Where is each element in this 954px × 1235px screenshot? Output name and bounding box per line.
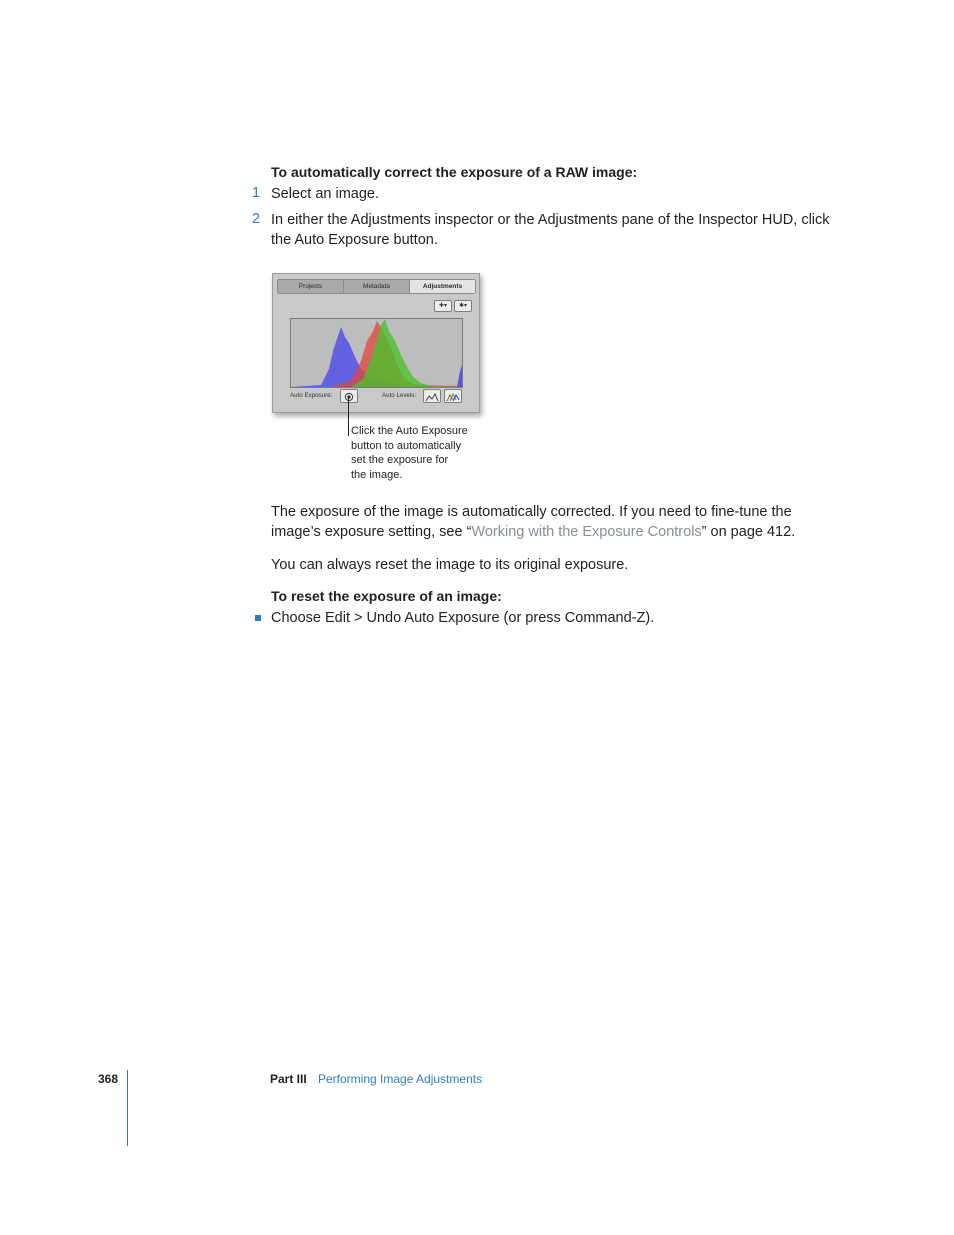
section-heading-reset-exposure: To reset the exposure of an image: bbox=[271, 588, 502, 604]
step-number-2: 2 bbox=[252, 211, 261, 227]
auto-exposure-icon bbox=[341, 391, 357, 403]
step-text-2 bbox=[271, 210, 831, 250]
step-text-1: Select an image. bbox=[271, 186, 380, 202]
auto-levels-separate-button[interactable] bbox=[444, 389, 462, 403]
plus-icon: ✚▾ bbox=[438, 303, 448, 309]
callout-text bbox=[351, 424, 481, 482]
levels-combined-icon bbox=[424, 391, 440, 403]
cross-reference-link[interactable]: Working with the Exposure Controls bbox=[471, 524, 702, 540]
callout-line-2: button to automatically bbox=[351, 439, 462, 452]
page-number: 368 bbox=[98, 1072, 119, 1086]
step-text-2-line1: In either the Adjustments inspector or the Adjustments pane of the Inspector HUD, click bbox=[271, 212, 830, 228]
inspector-tabs bbox=[277, 279, 476, 294]
step-number-1: 1 bbox=[252, 185, 261, 201]
callout-line-1: Click the Auto Exposure bbox=[351, 425, 468, 437]
footer-chapter-title: Performing Image Adjustments bbox=[318, 1072, 483, 1086]
auto-levels-combined-button[interactable] bbox=[423, 389, 441, 403]
histogram-graph bbox=[291, 319, 462, 387]
callout-leader-line bbox=[348, 396, 349, 436]
tab-adjustments[interactable]: Adjustments bbox=[410, 280, 475, 293]
action-menu-button[interactable] bbox=[454, 300, 472, 312]
auto-levels-label: Auto Levels: bbox=[382, 392, 417, 399]
tab-projects[interactable]: Projects bbox=[278, 280, 344, 293]
footer-rule bbox=[127, 1070, 128, 1146]
callout-line-4: the image. bbox=[351, 468, 403, 481]
histogram bbox=[290, 318, 463, 388]
adjustments-inspector-screenshot bbox=[272, 273, 480, 413]
step-text-2-line2: the Auto Exposure button. bbox=[271, 232, 438, 248]
paragraph-exposure-corrected bbox=[271, 502, 831, 542]
callout-line-3: set the exposure for bbox=[351, 454, 449, 467]
auto-exposure-label: Auto Exposure: bbox=[290, 392, 333, 399]
auto-exposure-button[interactable] bbox=[340, 389, 358, 403]
paragraph-reset-note: You can always reset the image to its original exposure. bbox=[271, 557, 629, 573]
histogram-highlight-spike bbox=[457, 365, 462, 387]
tab-metadata[interactable]: Metadata bbox=[344, 280, 410, 293]
footer-part-label: Part III bbox=[270, 1072, 307, 1086]
levels-separate-icon bbox=[445, 391, 461, 403]
section-heading-auto-exposure: To automatically correct the exposure of a RAW image: bbox=[271, 164, 638, 180]
paragraph-1-line1: The exposure of the image is automatically corrected. If you need to fine-tune the bbox=[271, 504, 792, 520]
bullet-item-undo: Choose Edit > Undo Auto Exposure (or press Command-Z). bbox=[271, 610, 655, 626]
paragraph-1-line2 bbox=[271, 522, 831, 542]
paragraph-1-text-pre: image’s exposure setting, see “ bbox=[271, 524, 472, 540]
gear-icon: ✱▾ bbox=[458, 303, 468, 309]
add-adjustment-button[interactable] bbox=[434, 300, 452, 312]
bullet-square-icon bbox=[255, 615, 261, 621]
paragraph-1-text-post: ” on page 412. bbox=[701, 524, 796, 540]
